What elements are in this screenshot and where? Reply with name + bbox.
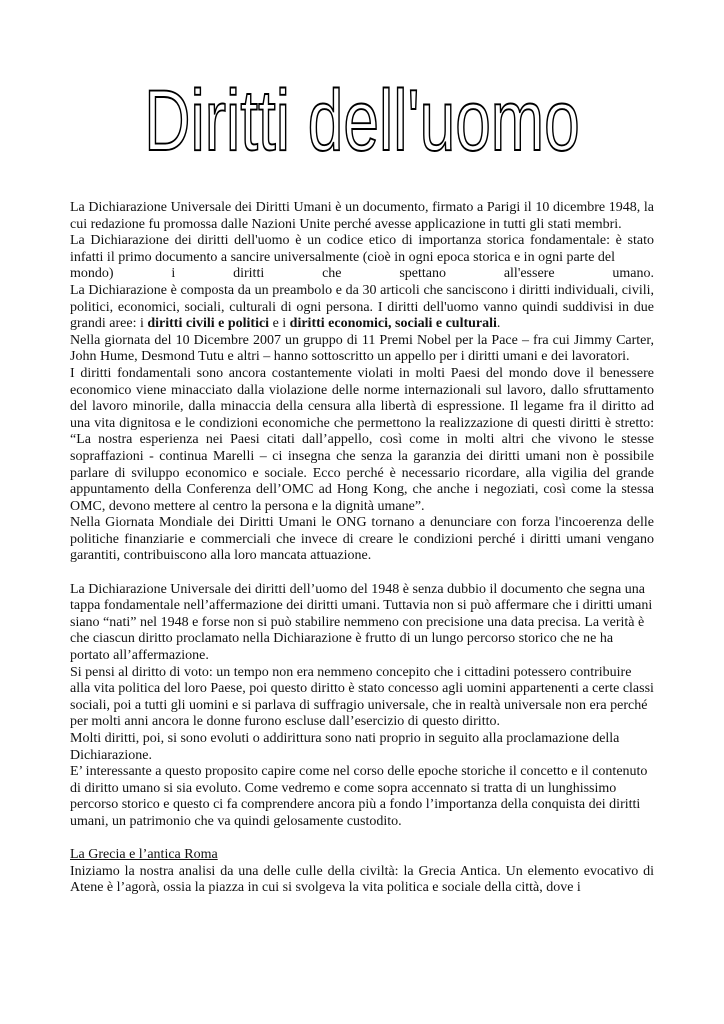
paragraph-codice-etico-end: mondo) i diritti che spettano all'essere umano. [70,266,654,282]
page-title: Diritti dell'uomo [144,78,580,170]
paragraph-diritto-voto: Si pensi al diritto di voto: un tempo non era nemmeno concepito che i cittadini potessero contribuire alla vita politica del loro Paese, poi questo diritto è stato concesso agli uomini appartenenti a certe classi sociali, poi a tutti gli uomini e si parlava di suffragio universale, che in realtà universale non era perché per molti anni ancora le donne furono escluse dall’esercizio di questo diritto. [70,664,654,730]
title-banner [0,78,724,188]
paragraph-nobel: Nella giornata del 10 Dicembre 2007 un gruppo di 11 Premi Nobel per la Pace – fra cui Jimmy Carter, John Hume, Desmond Tutu e altri – hanno sottoscritto un appello per i diritti umani e dei lavoratori. [70,332,654,365]
document-body [70,200,654,897]
paragraph-ong: Nella Giornata Mondiale dei Diritti Umani le ONG tornano a denunciare con forza l'incoerenza delle politiche finanziarie e commerciali che invece di creare le condizioni perché i diritti umani vengano garantiti, contribuiscono alla loro mancata attuazione. [70,515,654,564]
paragraph-grecia: Iniziamo la nostra analisi da una delle culle della civiltà: la Grecia Antica. Un elemento evocativo di Atene è l’agorà, ossia la piazza in cui si svolgeva la vita politica e sociale della città, dove i [70,863,654,896]
bold-diritti-economici: diritti economici, sociali e culturali [289,316,497,332]
section-heading-grecia: La Grecia e l’antica Roma [70,847,218,863]
paragraph-composizione-text: La Dichiarazione è composta da un preambolo e da 30 articoli che sanciscono i diritti individuali, civili, politici, economici, sociali, culturali di ogni persona. I diritti dell'uomo vanno quindi suddivisi in due grandi aree: i [70,282,654,332]
paragraph-gap [70,565,654,582]
paragraph-intro: La Dichiarazione Universale dei Diritti Umani è un documento, firmato a Parigi il 10 dicembre 1948, la cui redazione fu promossa dalle Nazioni Unite perché avesse applicazione in tutti gli stati membri. [70,200,654,232]
paragraph-dichiarazione-1948: La Dichiarazione Universale dei diritti dell’uomo del 1948 è senza dubbio il documento che segna una tappa fondamentale nell’affermazione dei diritti umani. Tuttavia non si può affermare che i diritti umani siano “nati” nel 1948 e forse non si può stabilire nemmeno con precisione una data precisa. La verità è che ciascun diritto proclamato nella Dichiarazione è frutto di un lungo percorso storico che ne ha portato all’affermazione. [70,581,653,664]
paragraph-percorso-storico: E’ interessante a questo proposito capire come nel corso delle epoche storiche il concetto e il contenuto di diritto umano si sia evoluto. Come vedremo e come sopra accennato si tratta di un lunghissimo percorso storico e questo ci fa comprendere ancora più a fondo l’importanza della conquista dei diritti umani, un patrimonio che va quindi gelosamente custodito. [70,764,648,829]
title-svg [0,78,724,188]
paragraph-codice-etico: La Dichiarazione dei diritti dell'uomo è un codice etico di importanza storica fondamentale: è stato infatti il primo documento a sancire universalmente (cioè in ogni epoca storica e in ogni parte del [70,233,654,265]
paragraph-evoluzione: Molti diritti, poi, si sono evoluti o addirittura sono nati proprio in seguito alla proclamazione della Dichiarazione. [70,731,620,763]
bold-diritti-civili: diritti civili e politici [147,316,270,332]
period-text: . [496,316,501,332]
paragraph-composizione [70,283,654,333]
paragraph-violazioni: I diritti fondamentali sono ancora costantemente violati in molti Paesi del mondo dove il benessere economico viene minacciato dalla violazione delle norme internazionali sul lavoro, dallo sfruttamento del lavoro minorile, dalla minaccia della censura alla libertà di espressione. Il legame fra il diritto ad una vita dignitosa e le condizioni economiche che permettono la realizzazione di questi diritti è stretto: “La nostra esperienza nei Paesi citati dall’appello, così come in molti altri che vivono le stesse sopraffazioni - continua Marelli – ci insegna che senza la garanzia dei diritti umani non è possibile parlare di sviluppo economico e sociale. Ecco perché è necessario ricordare, alla vigilia del grande appuntamento della Conferenza dell’OMC ad Hong Kong, che anche i negoziati, così come la stessa OMC, devono mettere al centro la persona e la dignità umane”. [70,365,654,514]
paragraph-gap [70,831,654,848]
conjunction-text: e i [269,316,290,332]
